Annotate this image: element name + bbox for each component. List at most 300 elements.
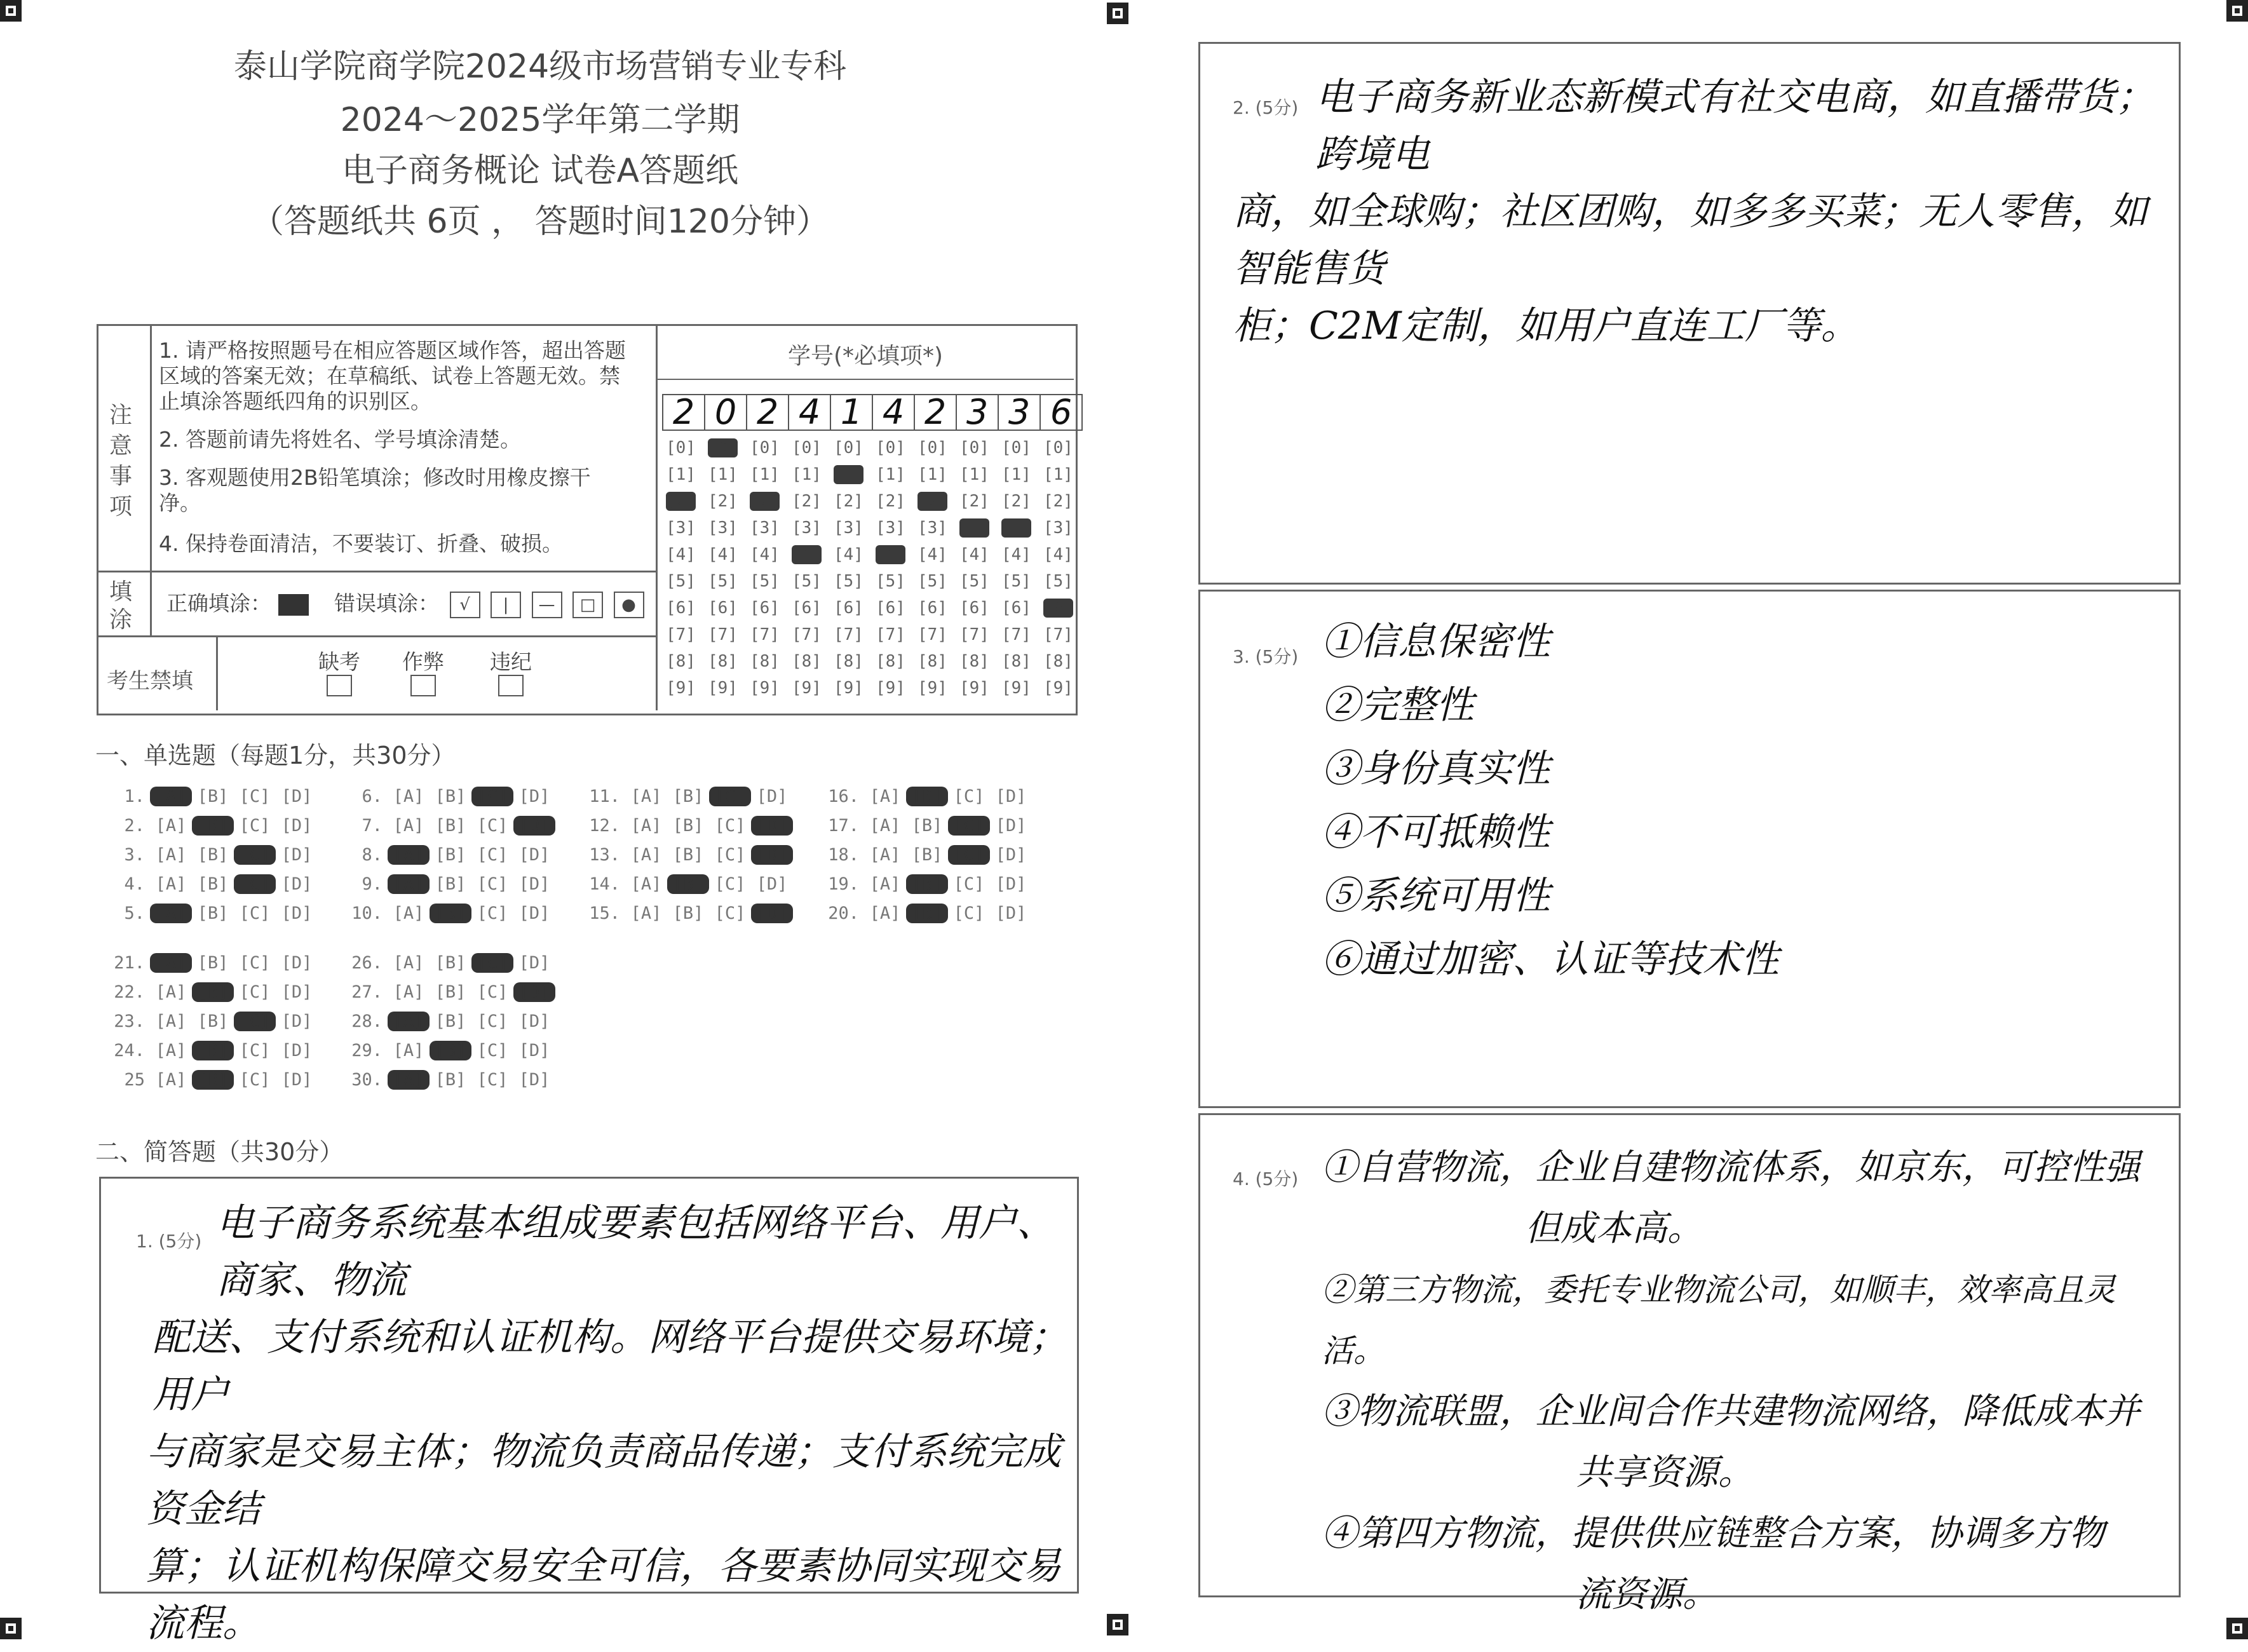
mcq-option-bubble[interactable]: [D]	[281, 982, 313, 1002]
mcq-option-bubble[interactable]: [C]	[709, 787, 751, 806]
mcq-option-bubble[interactable]: [B]	[906, 904, 948, 923]
student-id-bubble[interactable]: [2]	[750, 492, 780, 511]
mcq-option-bubble[interactable]: [A]	[630, 845, 662, 865]
student-id-bubble[interactable]: [2]	[917, 492, 947, 511]
student-id-bubble[interactable]: [7]	[666, 625, 696, 644]
mcq-option-bubble[interactable]: [B]	[197, 904, 229, 923]
mcq-option-bubble[interactable]: [C]	[948, 845, 990, 865]
corner-mark-top-right	[2226, 0, 2248, 22]
mcq-number: 30.	[351, 1070, 383, 1090]
mcq-option-bubble[interactable]: [B]	[672, 816, 704, 836]
student-id-bubble[interactable]: [5]	[1043, 572, 1073, 591]
student-id-bubble[interactable]: [0]	[1001, 438, 1031, 457]
student-id-bubble[interactable]: [4]	[876, 545, 905, 564]
notice-item-3: 3. 客观题使用2B铅笔填涂；修改时用橡皮擦干净。	[159, 465, 591, 515]
student-id-bubble[interactable]: [3]	[876, 518, 905, 538]
mcq-option-bubble[interactable]: [D]	[281, 1012, 313, 1031]
student-id-bubble[interactable]: [9]	[792, 679, 822, 698]
student-id-bubble[interactable]: [8]	[1043, 652, 1073, 671]
short-q3-line: ③身份真实性	[1322, 747, 1550, 791]
short-q2-line: 商，如全球购；社区团购，如多多买菜；无人零售，如智能售货	[1233, 189, 2148, 291]
mcq-option-bubble[interactable]: [A]	[869, 816, 901, 836]
mcq-option-bubble[interactable]: [B]	[435, 874, 466, 894]
student-id-bubble[interactable]: [9]	[834, 679, 863, 698]
student-id-bubble[interactable]: [4]	[708, 545, 738, 564]
student-id-bubble[interactable]: [6]	[1043, 599, 1073, 618]
mcq-option-bubble[interactable]: [B]	[197, 874, 229, 894]
mcq-number: 3.	[124, 845, 145, 865]
mcq-option-bubble[interactable]: [D]	[281, 904, 313, 923]
short-q4-line: 但成本高。	[1525, 1208, 1703, 1249]
short-q1-line: 算；认证机构保障交易安全可信，各要素协同实现交易流程。	[146, 1544, 1061, 1646]
student-id-bubble[interactable]: [3]	[792, 518, 822, 538]
mcq-option-bubble[interactable]: [C]	[477, 816, 508, 836]
student-id-label: 学号(*必填项*)	[787, 343, 944, 369]
student-id-bubble[interactable]: [6]	[959, 599, 989, 618]
mcq-number: 26.	[351, 953, 383, 973]
mcq-option-bubble[interactable]: [C]	[714, 904, 746, 923]
student-id-bubble[interactable]: [9]	[1043, 679, 1073, 698]
mcq-row	[581, 816, 793, 836]
mcq-option-bubble[interactable]: [A]	[388, 874, 430, 894]
mcq-row	[343, 874, 555, 894]
mcq-option-bubble[interactable]: [B]	[435, 816, 466, 836]
student-id-bubble[interactable]: [0]	[917, 438, 947, 457]
forbid-divider	[216, 637, 218, 710]
student-id-bubble[interactable]: [5]	[1001, 572, 1031, 591]
mcq-row	[343, 845, 555, 865]
wrong-fill-label: 错误填涂：	[334, 591, 439, 616]
student-id-bubble[interactable]: [8]	[834, 652, 863, 671]
mcq-option-bubble[interactable]: [B]	[430, 904, 471, 923]
mcq-option-bubble[interactable]: [A]	[869, 787, 901, 806]
mcq-option-bubble[interactable]: [A]	[393, 953, 424, 973]
mcq-option-bubble[interactable]: [A]	[388, 1070, 430, 1090]
mcq-row	[343, 1041, 555, 1060]
student-id-bubble[interactable]: [2]	[834, 492, 863, 511]
mcq-option-bubble[interactable]: [C]	[477, 845, 508, 865]
fill-instructions	[166, 591, 644, 618]
mcq-option-bubble[interactable]: [C]	[948, 816, 990, 836]
student-id-bubble[interactable]: [7]	[1001, 625, 1031, 644]
mcq-option-bubble[interactable]: [D]	[513, 982, 555, 1002]
mcq-option-bubble[interactable]: [A]	[630, 874, 662, 894]
short-q3-label: 3. (5分)	[1233, 646, 1299, 667]
mcq-option-bubble[interactable]: [C]	[714, 816, 746, 836]
student-id-bubble[interactable]: [1]	[1001, 465, 1031, 484]
student-id-bubble[interactable]: [2]	[1001, 492, 1031, 511]
student-id-bubble[interactable]: [7]	[959, 625, 989, 644]
mcq-option-bubble[interactable]: [D]	[995, 904, 1027, 923]
student-id-bubble[interactable]: [3]	[750, 518, 780, 538]
student-id-bubble[interactable]: [3]	[834, 518, 863, 538]
mcq-row	[105, 1012, 318, 1031]
mcq-option-bubble[interactable]: [D]	[995, 874, 1027, 894]
student-id-bubble[interactable]: [3]	[708, 518, 738, 538]
mcq-option-bubble[interactable]: [C]	[477, 1012, 508, 1031]
short-q3-line: ①信息保密性	[1322, 620, 1550, 664]
mcq-option-bubble[interactable]: [D]	[281, 845, 313, 865]
student-id-bubble[interactable]: [8]	[917, 652, 947, 671]
student-id-bubble[interactable]: [7]	[750, 625, 780, 644]
student-id-bubble[interactable]: [2]	[666, 492, 696, 511]
mcq-number: 28.	[351, 1012, 383, 1031]
mcq-option-bubble[interactable]: [A]	[388, 1012, 430, 1031]
student-id-bubble[interactable]: [6]	[792, 599, 822, 618]
student-id-bubble[interactable]: [6]	[917, 599, 947, 618]
short-q4-line: ②第三方物流，委托专业物流公司，如顺丰，效率高且灵活。	[1322, 1271, 2116, 1369]
student-id-bubble[interactable]: [7]	[834, 625, 863, 644]
mcq-option-bubble[interactable]: [A]	[150, 787, 192, 806]
notice-divider-h1	[98, 571, 657, 572]
mcq-option-bubble[interactable]: [D]	[751, 816, 793, 836]
student-id-bubble[interactable]: [7]	[708, 625, 738, 644]
student-id-digit: 4	[872, 394, 915, 431]
mcq-option-bubble[interactable]: [C]	[239, 816, 271, 836]
notice-divider-h2	[98, 635, 657, 637]
mcq-option-bubble[interactable]: [B]	[672, 845, 704, 865]
student-id-bubble[interactable]: [4]	[959, 545, 989, 564]
mcq-option-bubble[interactable]: [D]	[756, 787, 788, 806]
mcq-option-bubble[interactable]: [C]	[234, 1012, 276, 1031]
forbid-absent-label: 缺考	[318, 649, 360, 674]
mcq-option-bubble[interactable]: [C]	[239, 1070, 271, 1090]
mcq-option-bubble[interactable]: [B]	[435, 1012, 466, 1031]
mcq-option-bubble[interactable]: [B]	[435, 845, 466, 865]
mcq-option-bubble[interactable]: [B]	[672, 904, 704, 923]
student-id-bubble[interactable]: [4]	[666, 545, 696, 564]
student-id-bubble[interactable]: [5]	[666, 572, 696, 591]
student-id-digit: 4	[788, 394, 831, 431]
forbid-violation-checkbox[interactable]	[498, 675, 524, 696]
mcq-option-bubble[interactable]: [A]	[155, 1012, 187, 1031]
mcq-option-bubble[interactable]: [A]	[155, 1070, 187, 1090]
mcq-option-bubble[interactable]: [C]	[239, 982, 271, 1002]
student-id-bubble[interactable]: [8]	[750, 652, 780, 671]
mcq-row	[343, 787, 555, 806]
fill-label: 填涂	[109, 579, 133, 633]
student-id-bubble[interactable]: [5]	[959, 572, 989, 591]
mcq-option-bubble[interactable]: [D]	[518, 874, 550, 894]
mcq-number: 7.	[362, 816, 383, 836]
mcq-row	[581, 904, 793, 923]
mcq-row	[343, 953, 555, 973]
student-id-bubble[interactable]: [1]	[834, 465, 863, 484]
mcq-option-bubble[interactable]: [A]	[393, 787, 424, 806]
student-id-bubble[interactable]: [5]	[708, 572, 738, 591]
mcq-option-bubble[interactable]: [B]	[430, 1041, 471, 1060]
mcq-number: 18.	[828, 845, 859, 865]
student-id-bubble[interactable]: [9]	[666, 679, 696, 698]
student-id-bubble[interactable]: [0]	[1043, 438, 1073, 457]
mcq-option-bubble[interactable]: [C]	[239, 953, 271, 973]
student-id-bubble[interactable]: [2]	[708, 492, 738, 511]
student-id-bubble[interactable]: [0]	[876, 438, 905, 457]
mcq-option-bubble[interactable]: [D]	[751, 845, 793, 865]
wrong-fill-square-icon: □	[572, 592, 603, 618]
mcq-number: 13.	[589, 845, 620, 865]
student-id-bubble[interactable]: [2]	[876, 492, 905, 511]
mcq-option-bubble[interactable]: [A]	[155, 874, 187, 894]
student-id-bubble[interactable]: [6]	[834, 599, 863, 618]
mcq-option-bubble[interactable]: [A]	[393, 816, 424, 836]
mcq-option-bubble[interactable]: [C]	[239, 1041, 271, 1060]
mcq-option-bubble[interactable]: [A]	[155, 1041, 187, 1060]
student-id-bubble[interactable]: [3]	[666, 518, 696, 538]
short-q3-line: ⑤系统可用性	[1322, 874, 1550, 918]
student-id-bubble[interactable]: [8]	[666, 652, 696, 671]
student-id-bubble[interactable]: [7]	[792, 625, 822, 644]
mcq-option-bubble[interactable]: [D]	[518, 1070, 550, 1090]
mcq-row	[105, 982, 318, 1002]
mcq-row	[581, 874, 793, 894]
mcq-option-bubble[interactable]: [C]	[477, 1070, 508, 1090]
mcq-option-bubble[interactable]: [B]	[906, 787, 948, 806]
student-id-bubble[interactable]: [1]	[1043, 465, 1073, 484]
mcq-option-bubble[interactable]: [C]	[471, 787, 513, 806]
mcq-option-bubble[interactable]: [A]	[393, 1041, 424, 1060]
exam-header-line3: 电子商务概论 试卷A答题纸	[341, 152, 739, 190]
student-id-bubble[interactable]: [9]	[876, 679, 905, 698]
student-id-bubble[interactable]: [6]	[1001, 599, 1031, 618]
notice-item-4: 4. 保持卷面清洁，不要装订、折叠、破损。	[159, 531, 563, 556]
short-q4-line: 共享资源。	[1576, 1452, 1754, 1493]
mcq-option-bubble[interactable]: [D]	[518, 904, 550, 923]
mcq-option-bubble[interactable]: [B]	[192, 816, 234, 836]
exam-header-line1: 泰山学院商学院2024级市场营销专业专科	[233, 48, 847, 86]
mcq-option-bubble[interactable]: [C]	[953, 904, 985, 923]
mcq-option-bubble[interactable]: [D]	[995, 787, 1027, 806]
mcq-number: 5.	[124, 904, 145, 923]
mcq-option-bubble[interactable]: [B]	[197, 787, 229, 806]
mcq-option-bubble[interactable]: [A]	[630, 816, 662, 836]
mcq-option-bubble[interactable]: [D]	[281, 1070, 313, 1090]
mcq-option-bubble[interactable]: [C]	[239, 904, 271, 923]
student-id-bubble[interactable]: [0]	[834, 438, 863, 457]
short-q2-line: 电子商务新业态新模式有社交电商，如直播带货；跨境电	[1315, 75, 2154, 177]
mcq-option-bubble[interactable]: [B]	[197, 845, 229, 865]
mcq-option-bubble[interactable]: [B]	[435, 787, 466, 806]
mcq-option-bubble[interactable]: [D]	[281, 874, 313, 894]
student-id-bubble[interactable]: [7]	[917, 625, 947, 644]
student-id-bubble[interactable]: [0]	[959, 438, 989, 457]
corner-mark-bottom-mid	[1107, 1614, 1128, 1635]
mcq-option-bubble[interactable]: [A]	[869, 874, 901, 894]
student-id-digit: 2	[914, 394, 957, 431]
mcq-row	[820, 816, 1032, 836]
short-q3-answer	[1322, 610, 2148, 991]
student-id-bubble[interactable]: [7]	[876, 625, 905, 644]
mcq-row	[581, 845, 793, 865]
mcq-option-bubble[interactable]: [A]	[155, 982, 187, 1002]
forbid-absent-checkbox[interactable]	[327, 675, 352, 696]
mcq-number: 17.	[828, 816, 859, 836]
student-id-bubble[interactable]: [9]	[708, 679, 738, 698]
mcq-row	[820, 874, 1032, 894]
wrong-fill-check-icon: √	[450, 592, 480, 618]
mcq-option-bubble[interactable]: [D]	[756, 874, 788, 894]
student-id-bubble[interactable]: [5]	[917, 572, 947, 591]
mcq-option-bubble[interactable]: [A]	[155, 845, 187, 865]
mcq-option-bubble[interactable]: [C]	[477, 874, 508, 894]
student-id-bubble[interactable]: [8]	[708, 652, 738, 671]
mcq-option-bubble[interactable]: [C]	[471, 953, 513, 973]
mcq-row	[105, 816, 318, 836]
mcq-option-bubble[interactable]: [D]	[518, 1041, 550, 1060]
mcq-number: 6.	[362, 787, 383, 806]
mcq-option-bubble[interactable]: [D]	[281, 816, 313, 836]
mcq-option-bubble[interactable]: [D]	[751, 904, 793, 923]
student-id-bubble[interactable]: [9]	[1001, 679, 1031, 698]
student-id-bubble[interactable]: [2]	[1043, 492, 1073, 511]
mcq-option-bubble[interactable]: [C]	[477, 982, 508, 1002]
mcq-number: 10.	[351, 904, 383, 923]
short-q4-line: ④第四方物流，提供供应链整合方案，协调多方物	[1322, 1513, 2104, 1554]
student-id-bubble[interactable]: [8]	[1001, 652, 1031, 671]
mcq-option-bubble[interactable]: [D]	[995, 816, 1027, 836]
short-q4-line: ③物流联盟，企业间合作共建物流网络，降低成本并	[1322, 1391, 2140, 1432]
student-id-bubble[interactable]: [4]	[834, 545, 863, 564]
student-id-bubble[interactable]: [1]	[959, 465, 989, 484]
mcq-option-bubble[interactable]: [D]	[518, 953, 550, 973]
student-id-bubble[interactable]: [4]	[750, 545, 780, 564]
mcq-option-bubble[interactable]: [B]	[435, 1070, 466, 1090]
short-q4-label: 4. (5分)	[1233, 1168, 1299, 1189]
student-id-bubble[interactable]: [1]	[917, 465, 947, 484]
mcq-option-bubble[interactable]: [B]	[911, 816, 943, 836]
wrong-fill-bar-icon: |	[491, 592, 521, 618]
mcq-option-bubble[interactable]: [B]	[435, 953, 466, 973]
student-id-bubble[interactable]: [1]	[750, 465, 780, 484]
mcq-option-bubble[interactable]: [D]	[281, 787, 313, 806]
short-section-title: 二、简答题（共30分）	[95, 1138, 344, 1166]
student-id-bubble[interactable]: [2]	[959, 492, 989, 511]
mcq-option-bubble[interactable]: [A]	[869, 845, 901, 865]
notice-item-1: 1. 请严格按照题号在相应答题区域作答，超出答题区域的答案无效；在草稿纸、试卷上答题无效。禁止填涂答题纸四角的识别区。	[159, 338, 626, 414]
student-id-bubble[interactable]: [0]	[666, 438, 696, 457]
student-id-bubble[interactable]: [5]	[834, 572, 863, 591]
student-id-bubble[interactable]: [3]	[959, 518, 989, 538]
short-q1-line: 配送、支付系统和认证机构。网络平台提供交易环境；用户	[152, 1315, 1067, 1417]
mcq-option-bubble[interactable]: [B]	[672, 787, 704, 806]
student-id-bubble[interactable]: [6]	[666, 599, 696, 618]
mcq-option-bubble[interactable]: [C]	[953, 874, 985, 894]
student-id-bubble[interactable]: [4]	[792, 545, 822, 564]
student-id-bubble[interactable]: [8]	[876, 652, 905, 671]
student-id-digit: 6	[1039, 394, 1083, 431]
corner-mark-bottom-left	[0, 1618, 22, 1639]
corner-mark-top-mid	[1107, 3, 1128, 24]
mcq-option-bubble[interactable]: [B]	[192, 982, 234, 1002]
student-id-bubble[interactable]: [9]	[959, 679, 989, 698]
student-id-bubble[interactable]: [6]	[708, 599, 738, 618]
mcq-row	[343, 982, 555, 1002]
student-id-bubble[interactable]: [2]	[792, 492, 822, 511]
wrong-fill-dot-icon: ●	[614, 592, 644, 618]
student-id-bubble[interactable]: [4]	[1043, 545, 1073, 564]
mcq-number: 24.	[114, 1041, 145, 1060]
mcq-option-bubble[interactable]: [C]	[714, 845, 746, 865]
mcq-option-bubble[interactable]: [C]	[477, 1041, 508, 1060]
mcq-number: 21.	[114, 953, 145, 973]
student-id-bubble[interactable]: [9]	[917, 679, 947, 698]
mcq-option-bubble[interactable]: [B]	[197, 953, 229, 973]
student-id-bubble[interactable]: [3]	[917, 518, 947, 538]
mcq-option-bubble[interactable]: [A]	[150, 904, 192, 923]
mcq-option-bubble[interactable]: [C]	[234, 874, 276, 894]
student-id-bubble[interactable]: [1]	[792, 465, 822, 484]
student-id-bubble[interactable]: [3]	[1043, 518, 1073, 538]
mcq-option-bubble[interactable]: [D]	[513, 816, 555, 836]
mcq-option-bubble[interactable]: [B]	[192, 1041, 234, 1060]
mcq-option-bubble[interactable]: [A]	[869, 904, 901, 923]
mcq-row	[105, 1070, 318, 1090]
student-id-bubble[interactable]: [8]	[792, 652, 822, 671]
mcq-option-bubble[interactable]: [D]	[518, 1012, 550, 1031]
mcq-option-bubble[interactable]: [C]	[239, 787, 271, 806]
student-id-bubble[interactable]: [0]	[792, 438, 822, 457]
student-id-bubble[interactable]: [6]	[876, 599, 905, 618]
student-id-bubble[interactable]: [1]	[666, 465, 696, 484]
mcq-row	[581, 787, 793, 806]
mcq-option-bubble[interactable]: [B]	[197, 1012, 229, 1031]
mcq-option-bubble[interactable]: [C]	[477, 904, 508, 923]
student-id-bubble[interactable]: [4]	[917, 545, 947, 564]
short-q1-answer	[146, 1195, 1067, 1652]
student-id-bubble[interactable]: [1]	[876, 465, 905, 484]
mcq-option-bubble[interactable]: [B]	[911, 845, 943, 865]
student-id-bubble[interactable]: [3]	[1001, 518, 1031, 538]
mcq-number: 22.	[114, 982, 145, 1002]
mcq-option-bubble[interactable]: [B]	[435, 982, 466, 1002]
student-id-bubble[interactable]: [7]	[1043, 625, 1073, 644]
short-q2-label: 2. (5分)	[1233, 97, 1299, 118]
mcq-option-bubble[interactable]: [C]	[714, 874, 746, 894]
student-id-bubble[interactable]: [5]	[750, 572, 780, 591]
mcq-option-bubble[interactable]: [C]	[234, 845, 276, 865]
mcq-option-bubble[interactable]: [A]	[388, 845, 430, 865]
mcq-option-bubble[interactable]: [A]	[155, 816, 187, 836]
mcq-number: 4.	[124, 874, 145, 894]
mcq-option-bubble[interactable]: [D]	[281, 953, 313, 973]
mcq-option-bubble[interactable]: [D]	[518, 845, 550, 865]
student-id-bubble[interactable]: [5]	[876, 572, 905, 591]
mcq-option-bubble[interactable]: [A]	[630, 904, 662, 923]
mcq-number: 1.	[124, 787, 145, 806]
mcq-option-bubble[interactable]: [D]	[995, 845, 1027, 865]
mcq-option-bubble[interactable]: [D]	[281, 1041, 313, 1060]
student-id-bubble[interactable]: [1]	[708, 465, 738, 484]
mcq-option-bubble[interactable]: [A]	[150, 953, 192, 973]
mcq-option-bubble[interactable]: [D]	[518, 787, 550, 806]
mcq-option-bubble[interactable]: [B]	[906, 874, 948, 894]
mcq-option-bubble[interactable]: [A]	[393, 904, 424, 923]
student-id-bubble[interactable]: [5]	[792, 572, 822, 591]
mcq-option-bubble[interactable]: [B]	[667, 874, 709, 894]
student-id-bubble[interactable]: [4]	[1001, 545, 1031, 564]
forbid-cheat-checkbox[interactable]	[410, 675, 436, 696]
student-id-bubble[interactable]: [0]	[750, 438, 780, 457]
mcq-number: 29.	[351, 1041, 383, 1060]
mcq-option-bubble[interactable]: [A]	[630, 787, 662, 806]
student-id-bubble[interactable]: [8]	[959, 652, 989, 671]
mcq-option-bubble[interactable]: [A]	[393, 982, 424, 1002]
mcq-option-bubble[interactable]: [C]	[953, 787, 985, 806]
student-id-bubble[interactable]: [9]	[750, 679, 780, 698]
student-id-bubble[interactable]: [0]	[708, 438, 738, 457]
mcq-option-bubble[interactable]: [B]	[192, 1070, 234, 1090]
student-id-bubble[interactable]: [6]	[750, 599, 780, 618]
